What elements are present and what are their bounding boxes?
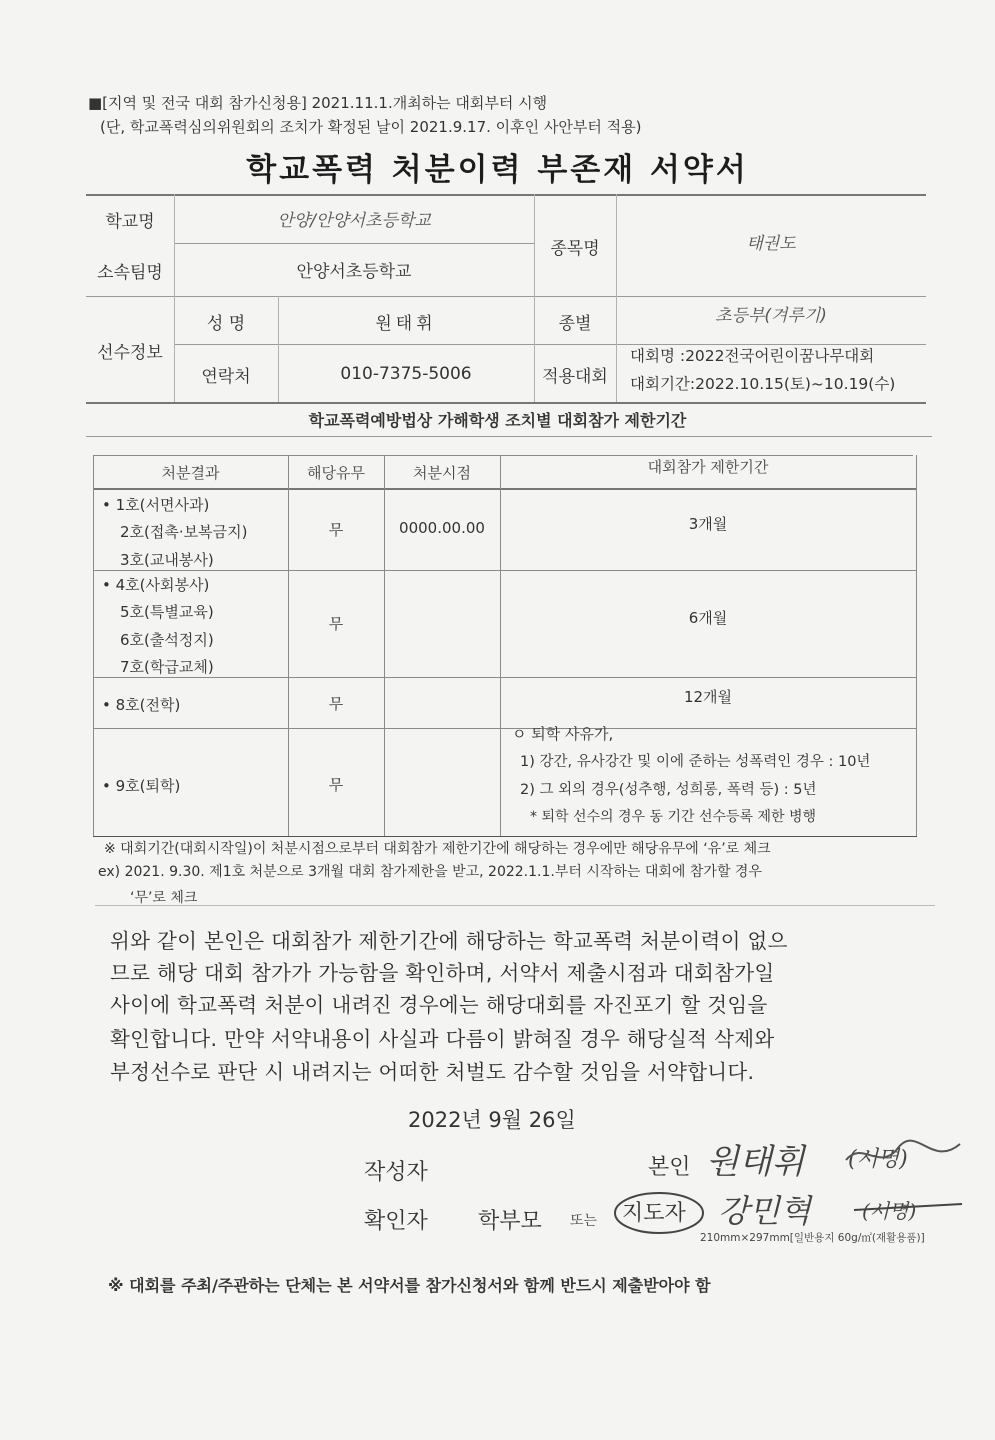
self-signature: 원태휘: [706, 1142, 805, 1182]
team-label: 소속팀명: [97, 263, 163, 283]
coach-seal-label: (서명): [862, 1199, 917, 1223]
team-value: 안양서초등학교: [296, 261, 412, 282]
row4-period-line-3: 2) 그 외의 경우(성추행, 성희롱, 폭력 등) : 5년: [520, 782, 817, 798]
note-2: ex) 2021. 9.30. 제1호 처분으로 3개월 대회 참가제한을 받고, 2022.1.1.부터 시작하는 대회에 참가할 경우: [98, 864, 762, 880]
pledge-line-5: 부정선수로 판단 시 내려지는 어떠한 처벌도 감수할 것임을 서약합니다.: [110, 1060, 755, 1084]
coach-seal-strike: [850, 1192, 970, 1228]
division-label: 종별: [558, 313, 592, 334]
row1-period: 3개월: [688, 515, 728, 533]
row1-date: 0000.00.00: [399, 519, 485, 537]
school-value: 안양/안양서초등학교: [277, 210, 431, 231]
row1-item-2: 2호(접촉·보복금지): [120, 523, 248, 541]
row3-applicable: 무: [328, 695, 344, 713]
notice-line-1: ■[지역 및 전국 대회 참가신청용] 2021.11.1.개최하는 대회부터 시행: [88, 94, 548, 112]
event-value: 태권도: [746, 233, 796, 254]
coach-circle-mark: [612, 1190, 708, 1236]
coach-label: 지도자: [622, 1201, 686, 1226]
name-value: 원태휘: [375, 313, 437, 334]
row4-period-line-4: * 퇴학 선수의 경우 동 기간 선수등록 제한 병행: [530, 809, 817, 825]
row2-item-1: • 4호(사회봉사): [102, 576, 210, 594]
row1-item-1: • 1호(서면사과): [102, 496, 210, 514]
header-period: 대회참가 제한기간: [647, 458, 769, 476]
event-label: 종목명: [550, 238, 600, 259]
self-label: 본인: [648, 1155, 691, 1180]
self-seal-scribble: [840, 1130, 970, 1180]
contact-label: 연락처: [201, 366, 251, 387]
player-info-label: 선수정보: [97, 342, 163, 363]
row2-item-2: 5호(특별교육): [120, 603, 214, 621]
pledge-line-2: 므로 해당 대회 참가가 가능함을 확인하며, 서약서 제출시점과 대회참가일: [110, 961, 775, 985]
row3-item-1: • 8호(전학): [102, 696, 181, 714]
parent-label: 학부모: [478, 1209, 542, 1234]
school-label: 학교명: [105, 212, 155, 232]
or-label: 또는: [570, 1213, 598, 1229]
competition-period: 대회기간:2022.10.15(토)~10.19(수): [630, 375, 896, 393]
pledge-line-4: 확인합니다. 만약 서약내용이 사실과 다름이 밝혀질 경우 해당실적 삭제와: [110, 1027, 775, 1051]
row1-item-3: 3호(교내봉사): [120, 551, 214, 569]
row2-item-4: 7호(학급교체): [120, 658, 214, 676]
row1-applicable: 무: [328, 521, 344, 539]
row2-applicable: 무: [328, 615, 344, 633]
note-1: ※ 대회기간(대회시작일)이 처분시점으로부터 대회참가 제한기간에 해당하는 경우에만 해당유무에 ‘유’로 체크: [104, 841, 771, 857]
header-result: 처분결과: [161, 464, 220, 482]
contact-value: 010-7375-5006: [340, 364, 472, 384]
confirmer-label: 확인자: [364, 1209, 428, 1234]
notice-line-2: (단, 학교폭력심의위원회의 조치가 확정된 날이 2021.9.17. 이후인 사안부터 적용): [100, 118, 642, 136]
row2-period: 6개월: [688, 609, 728, 627]
pledge-date: 2022년 9월 26일: [408, 1108, 576, 1132]
header-date: 처분시점: [413, 464, 471, 482]
pledge-line-3: 사이에 학교폭력 처분이 내려진 경우에는 해당대회를 자진포기 할 것임을: [110, 993, 768, 1017]
row2-item-3: 6호(출석정지): [120, 631, 214, 649]
name-label: 성 명: [206, 313, 246, 334]
competition-name: 대회명 :2022전국어린이꿈나무대회: [630, 347, 875, 365]
row4-period-line-2: 1) 강간, 유사강간 및 이에 준하는 성폭력인 경우 : 10년: [520, 754, 871, 770]
division-value: 초등부(겨루기): [715, 305, 827, 326]
page-title: 학교폭력 처분이력 부존재 서약서: [246, 152, 749, 188]
pledge-line-1: 위와 같이 본인은 대회참가 제한기간에 해당하는 학교폭력 처분이력이 없으: [110, 929, 788, 953]
header-applicable: 해당유무: [307, 464, 365, 482]
row3-period: 12개월: [683, 688, 733, 706]
author-label: 작성자: [364, 1160, 428, 1185]
paper-spec: 210mm×297mm[일반용지 60g/㎡(재활용품)]: [700, 1232, 925, 1244]
competition-label: 적용대회: [542, 366, 608, 387]
self-seal-label: (서명): [848, 1147, 908, 1172]
restriction-title: 학교폭력예방법상 가해학생 조치별 대회참가 제한기간: [308, 411, 687, 430]
row4-period-line-1: ㅇ 퇴학 사유가,: [512, 725, 614, 743]
note-3: ‘무’로 체크: [130, 890, 198, 906]
row4-item-1: • 9호(퇴학): [102, 777, 181, 795]
row4-applicable: 무: [328, 776, 344, 794]
coach-signature: 강민혁: [718, 1192, 811, 1230]
footer-note: ※ 대회를 주최/주관하는 단체는 본 서약서를 참가신청서와 함께 반드시 제출받아야 함: [108, 1276, 711, 1295]
